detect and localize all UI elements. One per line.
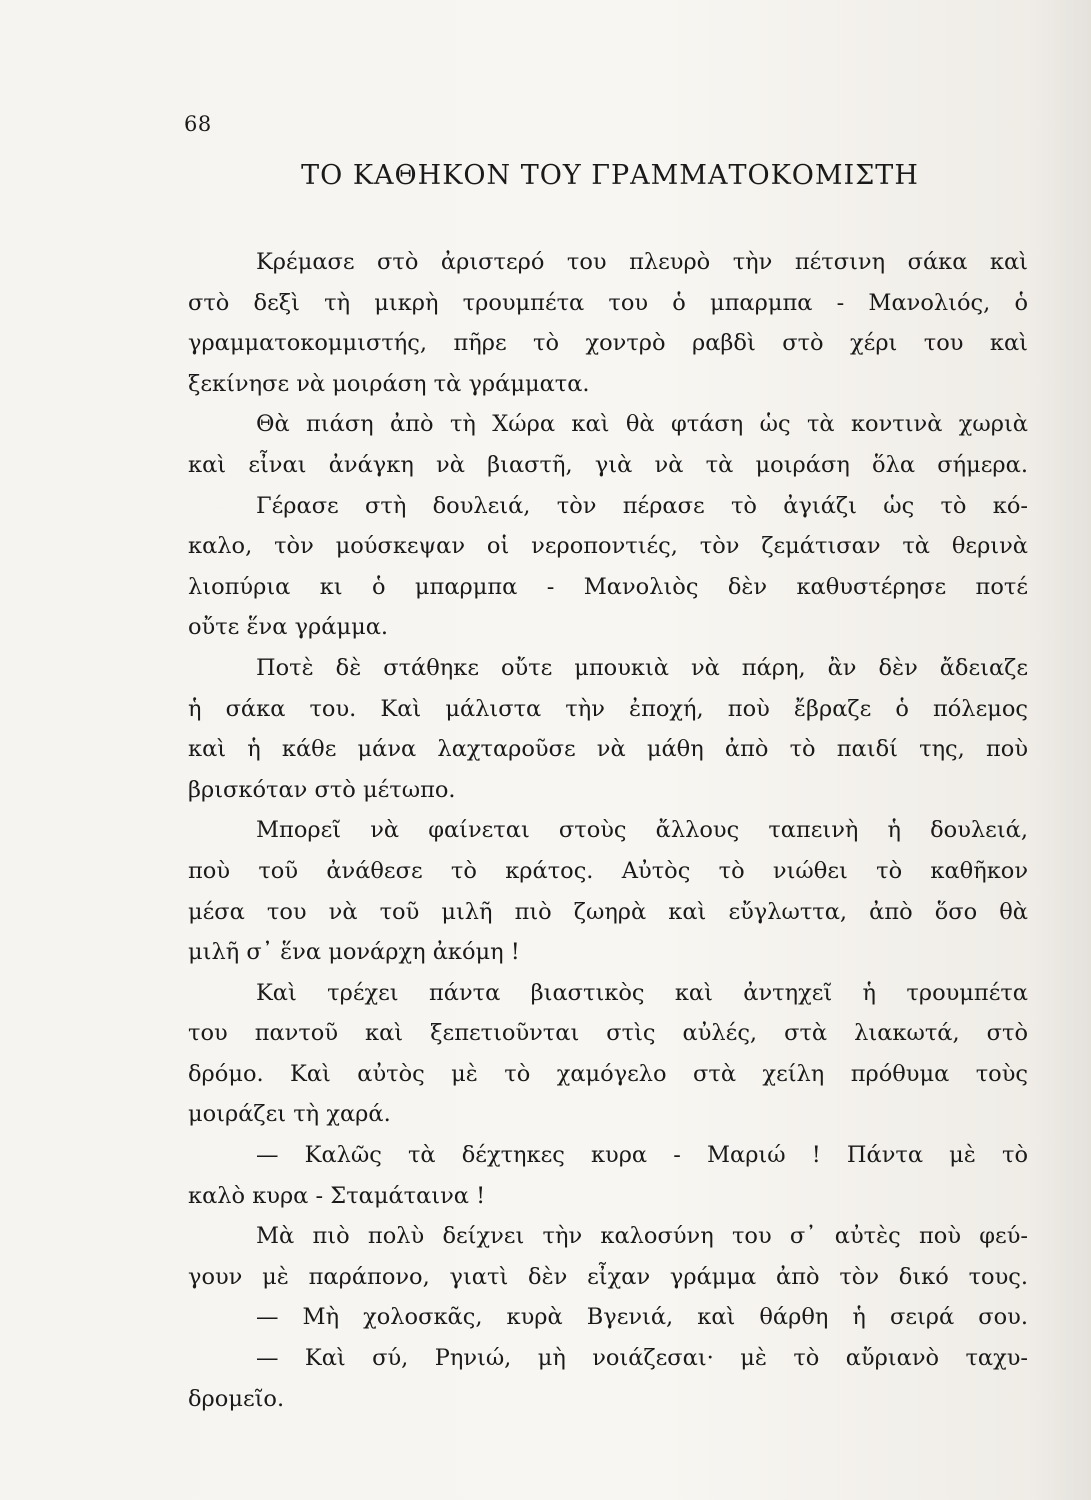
page-edge-shadow (1031, 0, 1091, 1500)
text-line: — Καὶ σύ, Ρηνιώ, μὴ νοιάζεσαι· μὲ τὸ αὔριανὸ ταχυ- (256, 1345, 1028, 1372)
text-line: δρόμο. Καὶ αὐτὸς μὲ τὸ χαμόγελο στὰ χείλη πρόθυμα τοὺς (188, 1060, 1028, 1087)
text-line: ποὺ τοῦ ἀνάθεσε τὸ κράτος. Αὐτὸς τὸ νιώθει τὸ καθῆκον (188, 857, 1028, 884)
chapter-title: ΤΟ ΚΑΘΗΚΟΝ ΤΟΥ ΓΡΑΜΜΑΤΟΚΟΜΙΣΤΗ (301, 160, 919, 191)
text-line: οὔτε ἕνα γράμμα. (188, 614, 389, 641)
text-line: του παντοῦ καὶ ξεπετιοῦνται στὶς αὐλές, στὰ λιακωτά, στὸ (188, 1020, 1028, 1047)
text-line: Ποτὲ δὲ στάθηκε οὔτε μπουκιὰ νὰ πάρη, ἂν δὲν ἄδειαζε (256, 654, 1028, 681)
text-line: καλο, τὸν μούσκεψαν οἱ νεροποντιές, τὸν ζεμάτισαν τὰ θερινὰ (188, 533, 1028, 560)
page-number: 68 (184, 112, 212, 136)
text-line: μιλῆ σ᾿ ἕνα μονάρχη ἀκόμη ! (188, 939, 520, 966)
text-line: Κρέμασε στὸ ἀριστερό του πλευρὸ τὴν πέτσινη σάκα καὶ (256, 249, 1028, 275)
text-line: λιοπύρια κι ὁ μπαρμπα - Μανολιὸς δὲν καθυστέρησε ποτέ (188, 573, 1028, 600)
text-line: στὸ δεξὶ τὴ μικρὴ τρουμπέτα του ὁ μπαρμπα - Μανολιός, ὁ (188, 289, 1028, 316)
text-line: καὶ ἡ κάθε μάνα λαχταροῦσε νὰ μάθη ἀπὸ τὸ παιδί της, ποὺ (188, 736, 1028, 763)
text-line: δρομεῖο. (188, 1385, 285, 1412)
text-line: — Μὴ χολοσκᾶς, κυρὰ Βγενιά, καὶ θάρθη ἡ σειρά σου. (256, 1304, 1028, 1331)
text-line: ξεκίνησε νὰ μοιράση τὰ γράμματα. (188, 370, 590, 397)
text-line: καὶ εἶναι ἀνάγκη νὰ βιαστῆ, γιὰ νὰ τὰ μοιράση ὅλα σήμερα. (188, 451, 1028, 478)
text-line: βρισκόταν στὸ μέτωπο. (188, 776, 456, 803)
text-line: καλὸ κυρα - Σταμάταινα ! (188, 1182, 486, 1209)
text-line: Μπορεῖ νὰ φαίνεται στοὺς ἄλλους ταπεινὴ ἡ δουλειά, (256, 817, 1028, 844)
text-line: — Καλῶς τὰ δέχτηκες κυρα - Μαριώ ! Πάντα μὲ τὸ (256, 1142, 1028, 1169)
body-text (188, 242, 1028, 1419)
text-line: Γέρασε στὴ δουλειά, τὸν πέρασε τὸ ἀγιάζι ὡς τὸ κό- (256, 492, 1028, 519)
text-line: Καὶ τρέχει πάντα βιαστικὸς καὶ ἀντηχεῖ ἡ τρουμπέτα (256, 979, 1028, 1006)
text-line: μέσα του νὰ τοῦ μιλῆ πιὸ ζωηρὰ καὶ εὔγλωττα, ἀπὸ ὅσο θὰ (188, 898, 1028, 925)
text-line: γουν μὲ παράπονο, γιατὶ δὲν εἶχαν γράμμα ἀπὸ τὸν δικό τους. (188, 1263, 1028, 1290)
text-line: Θὰ πιάση ἀπὸ τὴ Χώρα καὶ θὰ φτάση ὡς τὰ κοντινὰ χωριὰ (256, 411, 1028, 438)
text-line: Μὰ πιὸ πολὺ δείχνει τὴν καλοσύνη του σ᾿ αὐτὲς ποὺ φεύ- (256, 1223, 1028, 1250)
text-line: γραμματοκομμιστής, πῆρε τὸ χοντρὸ ραβδὶ στὸ χέρι του καὶ (188, 330, 1028, 357)
text-line: μοιράζει τὴ χαρά. (188, 1101, 391, 1128)
text-line: ἡ σάκα του. Καὶ μάλιστα τὴν ἐποχή, ποὺ ἔβραζε ὁ πόλεμος (188, 695, 1028, 722)
